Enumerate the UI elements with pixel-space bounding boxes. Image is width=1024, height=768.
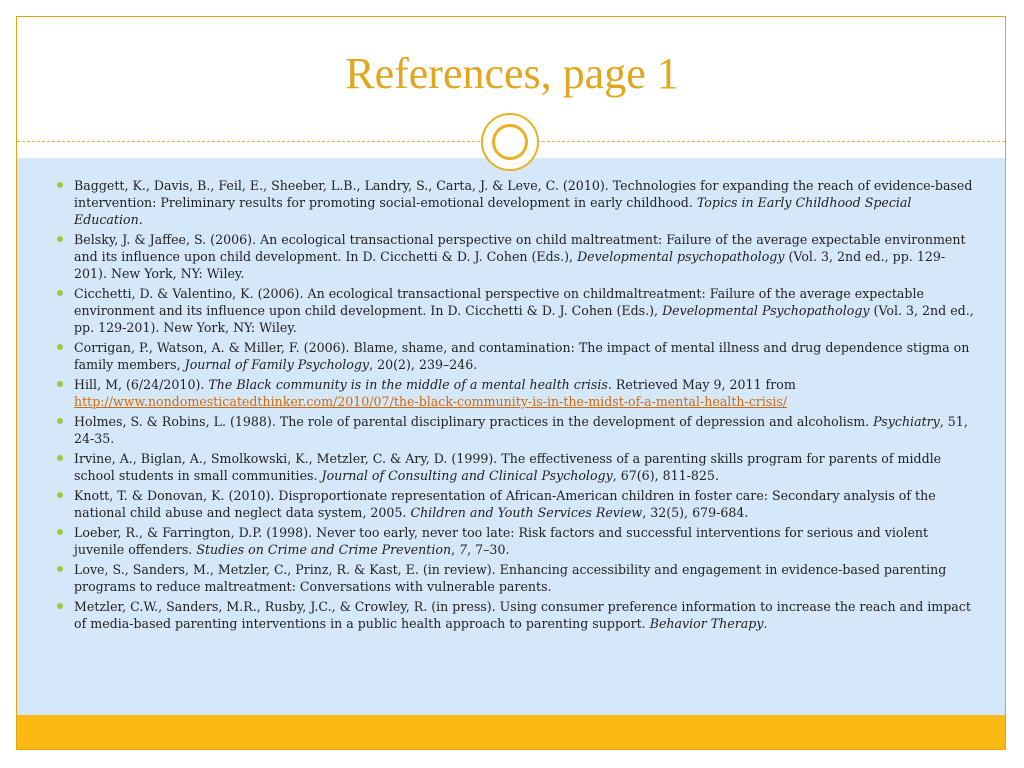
reference-text: . bbox=[763, 616, 768, 631]
reference-item bbox=[0, 376, 1024, 410]
reference-text: Holmes, S. & Robins, L. (1988). The role of parental disciplinary practices in the development of depression and alcoholism. bbox=[74, 414, 874, 429]
reference-italic-text: Psychiatry bbox=[873, 414, 940, 429]
reference-item bbox=[0, 231, 1024, 282]
reference-italic-text: Behavior Therapy bbox=[649, 616, 764, 631]
bullet-icon bbox=[57, 290, 63, 296]
bullet-icon bbox=[57, 529, 63, 535]
bullet-icon bbox=[57, 344, 63, 350]
reference-text: Baggett, K., Davis, B., Feil, E., Sheeber, L.B., Landry, S., Carta, J. & Leve, C. (2010). Technologies for expanding the reach of evidence-based intervention: Preliminary results for promoting social-emotional development in early childhood. bbox=[74, 178, 973, 210]
reference-text: Metzler, C.W., Sanders, M.R., Rusby, J.C., & Crowley, R. (in press). Using consumer preference information to increase the reach and impact of media-based parenting interventions in a public health approach to parenting support. bbox=[74, 599, 971, 631]
bullet-icon bbox=[57, 455, 63, 461]
slide-title: References, page 1 bbox=[345, 49, 679, 98]
reference-text: (Vol. 3, 2nd ed., pp. 129-201). New York, NY: Wiley. bbox=[74, 303, 974, 335]
reference-text: , 20(2), 239–246. bbox=[369, 357, 478, 372]
reference-italic-text: Developmental Psychopathology bbox=[662, 303, 870, 318]
reference-text: . Retrieved May 9, 2011 from bbox=[607, 377, 796, 392]
reference-italic-text: Topics in Early Childhood Special Education bbox=[74, 195, 912, 227]
reference-item bbox=[0, 285, 1024, 336]
reference-italic-text: Developmental psychopathology bbox=[577, 249, 785, 264]
bullet-icon bbox=[57, 603, 63, 609]
reference-text: , 51, 24-35. bbox=[74, 414, 968, 446]
ring-ornament-icon bbox=[481, 113, 539, 171]
reference-item bbox=[0, 339, 1024, 373]
reference-item bbox=[0, 524, 1024, 558]
reference-text: Hill, M, (6/24/2010). bbox=[74, 377, 209, 392]
reference-item bbox=[0, 450, 1024, 484]
bullet-icon bbox=[57, 236, 63, 242]
reference-item bbox=[0, 487, 1024, 521]
reference-italic-text: 7 bbox=[459, 542, 468, 557]
reference-text: (Vol. 3, 2nd ed., pp. 129-201). New York, NY: Wiley. bbox=[74, 249, 946, 281]
reference-italic-text: Journal of Consulting and Clinical Psychology bbox=[321, 468, 613, 483]
reference-italic-text: Children and Youth Services Review bbox=[410, 505, 643, 520]
reference-text: , 67(6), 811-825. bbox=[612, 468, 719, 483]
reference-text: Love, S., Sanders, M., Metzler, C., Prinz, R. & Kast, E. (in review). Enhancing accessibility and engagement in evidence-based parenting programs to reduce maltreatment: Conversations with vulnerable parents. bbox=[74, 562, 947, 594]
reference-text: Belsky, J. & Jaffee, S. (2006). An ecological transactional perspective on child maltreatment: Failure of the average expectable environment and its influence upon child development. In D. Cicchetti & D. J. Cohen (Eds.), bbox=[74, 232, 966, 264]
ring-inner bbox=[492, 124, 528, 160]
reference-item bbox=[0, 413, 1024, 447]
reference-text: Cicchetti, D. & Valentino, K. (2006). An ecological transactional perspective on childmaltreatment: Failure of the average expectable environment and its influence upon child development. In D. Cicchetti & D. J. Cohen (Eds.), bbox=[74, 286, 924, 318]
reference-text: Corrigan, P., Watson, A. & Miller, F. (2006). Blame, shame, and contamination: The impact of mental illness and drug dependence stigma on family members, bbox=[74, 340, 970, 372]
reference-text: Irvine, A., Biglan, A., Smolkowski, K., Metzler, C. & Ary, D. (1999). The effectiveness of a parenting skills program for parents of middle school students in small communities. bbox=[74, 451, 942, 483]
reference-item bbox=[0, 561, 1024, 595]
reference-italic-text: Journal of Family Psychology bbox=[184, 357, 370, 372]
reference-text: , 32(5), 679-684. bbox=[642, 505, 749, 520]
reference-text: , bbox=[451, 542, 460, 557]
bullet-icon bbox=[57, 418, 63, 424]
footer-band bbox=[17, 715, 1005, 749]
reference-italic-text: Studies on Crime and Crime Prevention bbox=[196, 542, 452, 557]
bullet-icon bbox=[57, 182, 63, 188]
reference-item bbox=[0, 177, 1024, 228]
reference-list bbox=[0, 177, 1024, 635]
reference-italic-text: The Black community is in the middle of a mental health crisis bbox=[208, 377, 608, 392]
bullet-icon bbox=[57, 381, 63, 387]
reference-text: Loeber, R., & Farrington, D.P. (1998). Never too early, never too late: Risk factors and successful interventions for serious and violent juvenile offenders. bbox=[74, 525, 929, 557]
reference-link[interactable]: http://www.nondomesticatedthinker.com/2010/07/the-black-community-is-in-the-midst-of-a-mental-health-crisis/ bbox=[74, 394, 788, 409]
reference-item bbox=[0, 598, 1024, 632]
reference-text: , 7–30. bbox=[467, 542, 510, 557]
bullet-icon bbox=[57, 492, 63, 498]
bullet-icon bbox=[57, 566, 63, 572]
reference-text: Knott, T. & Donovan, K. (2010). Disproportionate representation of African-American children in foster care: Secondary analysis of the national child abuse and neglect data system, 2005. bbox=[74, 488, 936, 520]
reference-text: . bbox=[138, 212, 143, 227]
